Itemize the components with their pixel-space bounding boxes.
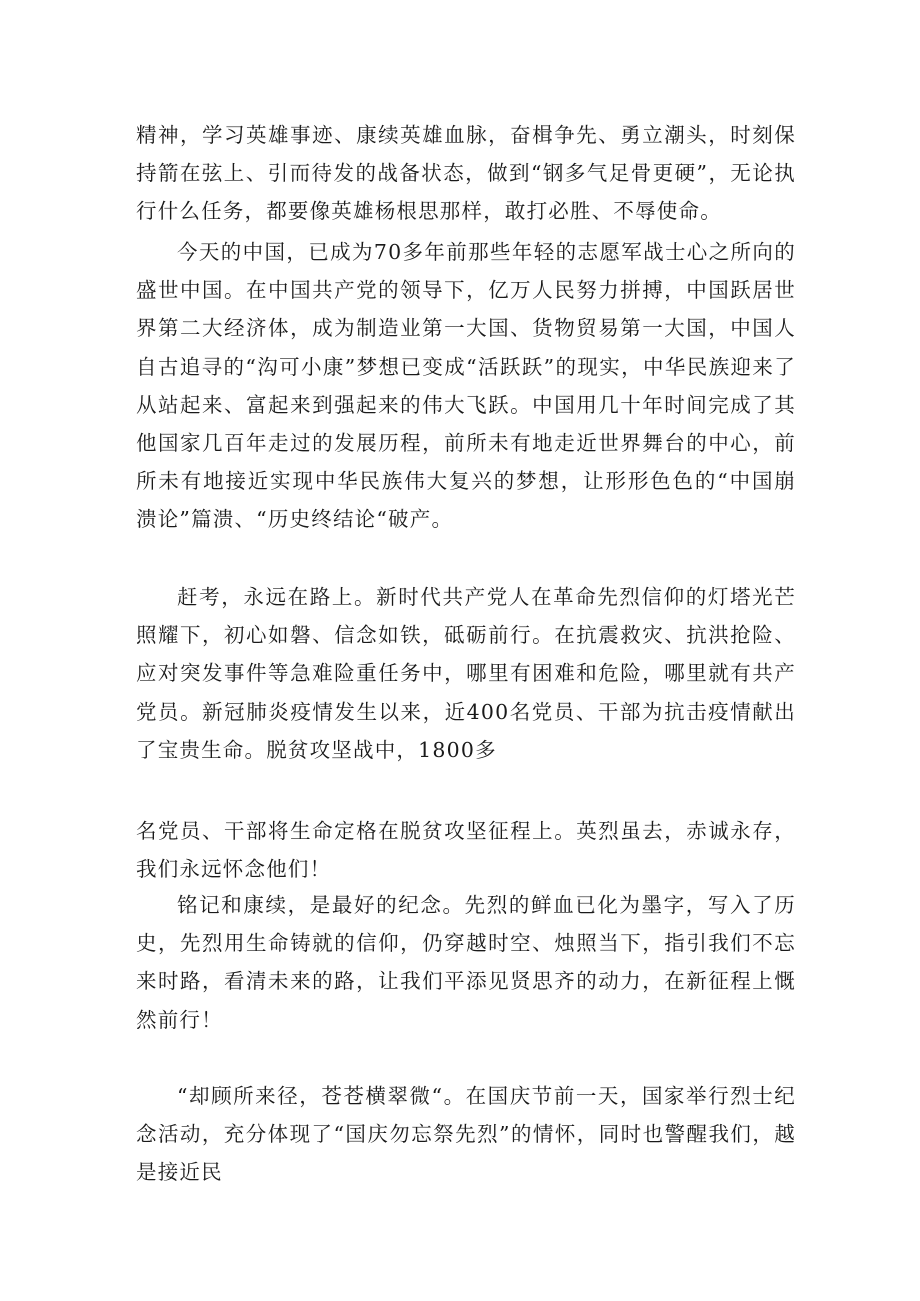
paragraph-5: 铭记和康续，是最好的纪念。先烈的鲜血已化为墨字，写入了历史，先烈用生命铸就的信仰，仍穿越时空、烛照当下，指引我们不忘来时路，看清未来的路，让我们平添见贤思齐的动力，在新征程上慨然前行！ xyxy=(136,893,796,1032)
paragraph-1: 精神，学习英雄事迹、康续英雄血脉，奋楫争先、勇立潮头，时刻保持箭在弦上、引而待发的战备状态，做到“钢多气足骨更硬”，无论执行什么任务，都要像英雄杨根思那样，敢打必胜、不辱使命。 xyxy=(136,123,796,224)
paragraph-2: 今天的中国，已成为70多年前那些年轻的志愿军战士心之所向的盛世中国。在中国共产党的领导下，亿万人民努力拼搏，中国跃居世界第二大经济体，成为制造业第一大国、货物贸易第一大国，中国人自古追寻的“沟可小康”梦想已变成“活跃跃”的现实，中华民族迎来了从站起来、富起来到强起来的伟大飞跃。中国用几十年时间完成了其他国家几百年走过的发展历程，前所未有地走近世界舞台的中心，前所未有地接近实现中华民族伟大复兴的梦想，让形形色色的“中国崩溃论”篇溃、“历史终结论“破产。 xyxy=(136,240,796,532)
paragraph-4: 名党员、干部将生命定格在脱贫攻坚征程上。英烈虽去，赤诚永存，我们永远怀念他们！ xyxy=(136,819,796,882)
paragraph-6: “却顾所来径，苍苍横翠微“。在国庆节前一天，国家举行烈士纪念活动，充分体现了“国庆勿忘祭先烈”的情怀，同时也警醒我们，越是接近民 xyxy=(136,1084,796,1185)
paragraph-3: 赶考，永远在路上。新时代共产党人在革命先烈信仰的灯塔光芒照耀下，初心如磐、信念如铁，砥砺前行。在抗震救灾、抗洪抢险、应对突发事件等急难险重任务中，哪里有困难和危险，哪里就有共产党员。新冠肺炎疫情发生以来，近400名党员、干部为抗击疫情献出了宝贵生命。脱贫攻坚战中，1800多 xyxy=(136,585,796,762)
